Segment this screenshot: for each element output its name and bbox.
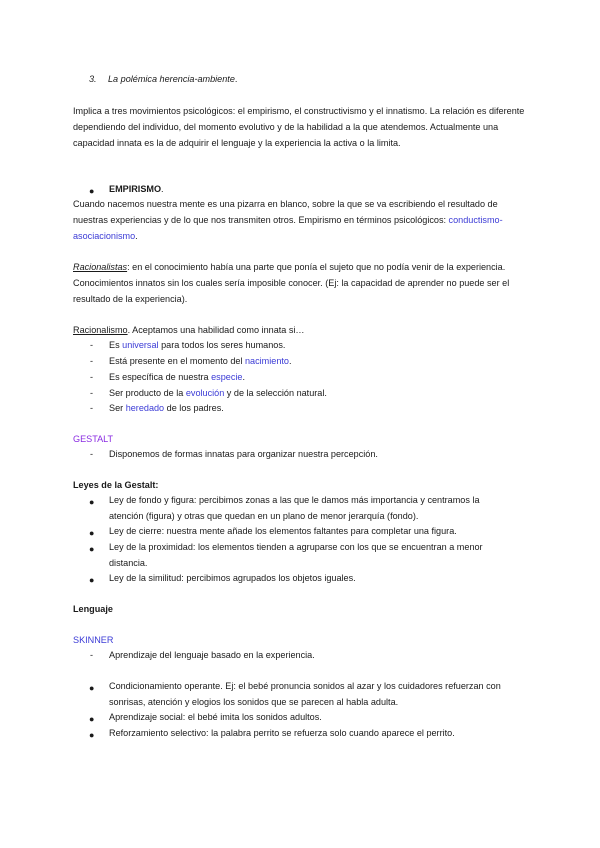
list-item: Aprendizaje del lenguaje basado en la experiencia. <box>109 650 315 660</box>
list-item: Está presente en el momento del nacimiento. <box>109 356 292 366</box>
lenguaje-heading: Lenguaje <box>73 604 113 614</box>
empirismo-heading: EMPIRISMO. <box>109 184 164 194</box>
racionalistas-paragraph: Racionalistas: en el conocimiento había una parte que ponía el sujeto que no podía venir de la experiencia. Conocimientos innatos sin los cuales sería imposible conocer. (Ej: la capacidad de aprender no puede ser el resultado de la experiencia). <box>73 262 510 304</box>
conductismo-link[interactable]: conductismo-asociacionismo <box>73 214 503 241</box>
list-item: Ley de la proximidad: los elementos tienden a agruparse con los que se encuentran a menor distancia. <box>109 542 483 568</box>
bullet-icon: ● <box>89 497 95 507</box>
dash-icon: - <box>90 650 94 660</box>
dash-icon: - <box>90 372 94 382</box>
list-item: Disponemos de formas innatas para organizar nuestra percepción. <box>109 449 378 459</box>
list-item: Reforzamiento selectivo: la palabra perrito se refuerza solo cuando aparece el perrito. <box>109 728 455 738</box>
section-title: La polémica herencia-ambiente <box>108 74 235 84</box>
bullet-icon: ● <box>89 730 95 740</box>
section-number: 3. <box>89 74 97 84</box>
list-item: Ley de cierre: nuestra mente añade los elementos faltantes para completar una figura. <box>109 526 457 536</box>
dash-icon: - <box>90 340 94 350</box>
list-item: Aprendizaje social: el bebé imita los sonidos adultos. <box>109 712 322 722</box>
racionalismo-heading: Racionalismo. Aceptamos una habilidad como innata si… <box>73 325 305 335</box>
dash-icon: - <box>90 403 94 413</box>
bullet-icon: ● <box>89 186 95 196</box>
bullet-icon: ● <box>89 528 95 538</box>
bullet-icon: ● <box>89 544 95 554</box>
list-item: Condicionamiento operante. Ej: el bebé pronuncia sonidos al azar y los cuidadores refuerzan con sonrisas, atención y elogios los sonidos que se parecen al habla adulta. <box>109 681 501 707</box>
section-heading: 3. La polémica herencia-ambiente. <box>89 74 238 84</box>
list-item: Ser heredado de los padres. <box>109 403 224 413</box>
leyes-heading: Leyes de la Gestalt: <box>73 480 159 490</box>
racionalistas-label: Racionalistas <box>73 262 128 272</box>
skinner-heading: SKINNER <box>73 635 114 645</box>
gestalt-heading: GESTALT <box>73 434 114 444</box>
dash-icon: - <box>90 388 94 398</box>
dash-icon: - <box>90 356 94 366</box>
list-item: Ley de la similitud: percibimos agrupados los objetos iguales. <box>109 573 356 583</box>
list-item: Es específica de nuestra especie. <box>109 372 245 382</box>
list-item: Ley de fondo y figura: percibimos zonas a las que le damos más importancia y centramos la atención (figura) y otras que quedan en un plano de menor jerarquía (fondo). <box>109 495 480 521</box>
list-item: Es universal para todos los seres humanos. <box>109 340 286 350</box>
bullet-icon: ● <box>89 683 95 693</box>
intro-paragraph: Implica a tres movimientos psicológicos: el empirismo, el constructivismo y el innatismo. La relación es diferente dependiendo del individuo, del momento evolutivo y de la habilidad a la que atendemos. Actualmente una capacidad innata es la de adquirir el lenguaje y la experiencia la activa o la limita. <box>73 106 525 148</box>
bullet-icon: ● <box>89 714 95 724</box>
empirismo-paragraph: Cuando nacemos nuestra mente es una pizarra en blanco, sobre la que se va escribiendo el resultado de nuestras experiencias y de lo que nos transmiten otros. Empirismo en términos psicológicos: conductismo-asociacionismo. <box>73 199 503 241</box>
bullet-icon: ● <box>89 575 95 585</box>
list-item: Ser producto de la evolución y de la selección natural. <box>109 388 327 398</box>
dash-icon: - <box>90 449 94 459</box>
